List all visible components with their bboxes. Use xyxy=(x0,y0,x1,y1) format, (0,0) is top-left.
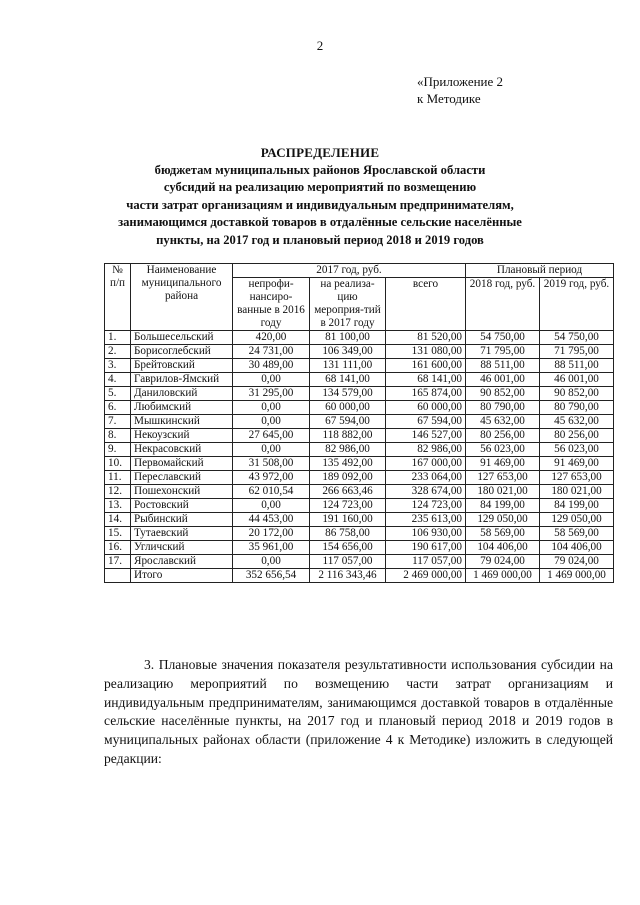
cell-n: 15. xyxy=(105,527,131,541)
cell-y18: 127 653,00 xyxy=(466,471,540,485)
table-row xyxy=(105,527,614,541)
cell-y19: 79 024,00 xyxy=(540,555,614,569)
cell-b: 135 492,00 xyxy=(310,457,386,471)
table-row xyxy=(105,331,614,345)
cell-a: 31 295,00 xyxy=(233,387,310,401)
cell-y19: 80 790,00 xyxy=(540,401,614,415)
heading-line-1: бюджетам муниципальных районов Ярославской области xyxy=(154,162,486,177)
cell-y18: 84 199,00 xyxy=(466,499,540,513)
cell-b: 154 656,00 xyxy=(310,541,386,555)
cell-t: 60 000,00 xyxy=(386,401,466,415)
cell-a: 0,00 xyxy=(233,499,310,513)
cell-name: Борисоглебский xyxy=(131,345,233,359)
cell-y18: 88 511,00 xyxy=(466,359,540,373)
cell-t: 117 057,00 xyxy=(386,555,466,569)
header-number: № п/п xyxy=(105,264,131,331)
cell-b: 86 758,00 xyxy=(310,527,386,541)
cell-y19: 104 406,00 xyxy=(540,541,614,555)
heading-line-5: пункты, на 2017 год и плановый период 2018 и 2019 годов xyxy=(156,232,484,247)
table-row xyxy=(105,471,614,485)
cell-y19: 54 750,00 xyxy=(540,331,614,345)
cell-n: 5. xyxy=(105,387,131,401)
table-row xyxy=(105,429,614,443)
paragraph-3 xyxy=(104,656,613,769)
header-activities-2017: на реализа-цию мероприя-тий в 2017 году xyxy=(310,278,386,331)
cell-n: 10. xyxy=(105,457,131,471)
cell-name: Переславский xyxy=(131,471,233,485)
cell-n: 8. xyxy=(105,429,131,443)
cell-b: 106 349,00 xyxy=(310,345,386,359)
cell-t: 190 617,00 xyxy=(386,541,466,555)
cell-y18: 80 790,00 xyxy=(466,401,540,415)
table-row xyxy=(105,513,614,527)
cell-name: Пошехонский xyxy=(131,485,233,499)
cell-y19: 91 469,00 xyxy=(540,457,614,471)
header-plan-period: Плановый период xyxy=(466,264,614,278)
cell-n: 17. xyxy=(105,555,131,569)
cell-name: Некрасовский xyxy=(131,443,233,457)
cell-y18: 129 050,00 xyxy=(466,513,540,527)
table-row xyxy=(105,387,614,401)
table-row xyxy=(105,499,614,513)
cell-name: Гаврилов-Ямский xyxy=(131,373,233,387)
cell-a: 420,00 xyxy=(233,331,310,345)
cell-n: 2. xyxy=(105,345,131,359)
heading-line-2: субсидий на реализацию мероприятий по возмещению xyxy=(163,180,477,195)
cell-b: 67 594,00 xyxy=(310,415,386,429)
header-2019: 2019 год, руб. xyxy=(540,278,614,331)
cell-a: 24 731,00 xyxy=(233,345,310,359)
cell-n: 14. xyxy=(105,513,131,527)
total-y18: 1 469 000,00 xyxy=(466,569,540,583)
cell-a: 0,00 xyxy=(233,373,310,387)
total-a: 352 656,54 xyxy=(233,569,310,583)
table-row xyxy=(105,443,614,457)
cell-b: 68 141,00 xyxy=(310,373,386,387)
appendix-line-2: к Методике xyxy=(417,91,481,106)
total-b: 2 116 343,46 xyxy=(310,569,386,583)
cell-empty xyxy=(105,569,131,583)
table-body xyxy=(105,331,614,583)
cell-y18: 80 256,00 xyxy=(466,429,540,443)
total-y19: 1 469 000,00 xyxy=(540,569,614,583)
cell-b: 124 723,00 xyxy=(310,499,386,513)
cell-y18: 104 406,00 xyxy=(466,541,540,555)
header-2017-group: 2017 год, руб. xyxy=(233,264,466,278)
cell-n: 9. xyxy=(105,443,131,457)
table-row xyxy=(105,359,614,373)
page-number: 2 xyxy=(316,38,324,53)
cell-name: Тутаевский xyxy=(131,527,233,541)
header-total: всего xyxy=(386,278,466,331)
cell-t: 167 000,00 xyxy=(386,457,466,471)
cell-b: 131 111,00 xyxy=(310,359,386,373)
cell-b: 191 160,00 xyxy=(310,513,386,527)
cell-y19: 84 199,00 xyxy=(540,499,614,513)
cell-b: 134 579,00 xyxy=(310,387,386,401)
total-name: Итого xyxy=(131,569,233,583)
cell-name: Ростовский xyxy=(131,499,233,513)
cell-b: 189 092,00 xyxy=(310,471,386,485)
cell-n: 3. xyxy=(105,359,131,373)
cell-t: 106 930,00 xyxy=(386,527,466,541)
cell-a: 0,00 xyxy=(233,555,310,569)
cell-t: 161 600,00 xyxy=(386,359,466,373)
cell-t: 82 986,00 xyxy=(386,443,466,457)
header-2018: 2018 год, руб. xyxy=(466,278,540,331)
cell-t: 131 080,00 xyxy=(386,345,466,359)
appendix-line-1: «Приложение 2 xyxy=(417,74,504,89)
header-unfunded-2016: непрофи-нансиро-ванные в 2016 году xyxy=(233,278,310,331)
cell-y19: 88 511,00 xyxy=(540,359,614,373)
cell-a: 20 172,00 xyxy=(233,527,310,541)
cell-a: 44 453,00 xyxy=(233,513,310,527)
cell-a: 30 489,00 xyxy=(233,359,310,373)
cell-b: 82 986,00 xyxy=(310,443,386,457)
cell-t: 146 527,00 xyxy=(386,429,466,443)
heading-title: РАСПРЕДЕЛЕНИЕ xyxy=(260,145,380,160)
cell-n: 6. xyxy=(105,401,131,415)
cell-y18: 45 632,00 xyxy=(466,415,540,429)
cell-y19: 45 632,00 xyxy=(540,415,614,429)
cell-b: 81 100,00 xyxy=(310,331,386,345)
cell-t: 165 874,00 xyxy=(386,387,466,401)
cell-a: 31 508,00 xyxy=(233,457,310,471)
total-row xyxy=(105,569,614,583)
cell-y18: 54 750,00 xyxy=(466,331,540,345)
cell-a: 62 010,54 xyxy=(233,485,310,499)
cell-a: 0,00 xyxy=(233,401,310,415)
cell-t: 328 674,00 xyxy=(386,485,466,499)
table-row xyxy=(105,457,614,471)
cell-y19: 46 001,00 xyxy=(540,373,614,387)
cell-y18: 58 569,00 xyxy=(466,527,540,541)
cell-y18: 91 469,00 xyxy=(466,457,540,471)
cell-t: 235 613,00 xyxy=(386,513,466,527)
cell-a: 0,00 xyxy=(233,443,310,457)
cell-name: Некоузский xyxy=(131,429,233,443)
cell-n: 11. xyxy=(105,471,131,485)
cell-y19: 71 795,00 xyxy=(540,345,614,359)
cell-y18: 46 001,00 xyxy=(466,373,540,387)
cell-name: Мышкинский xyxy=(131,415,233,429)
cell-y18: 56 023,00 xyxy=(466,443,540,457)
cell-b: 117 057,00 xyxy=(310,555,386,569)
cell-b: 60 000,00 xyxy=(310,401,386,415)
cell-a: 27 645,00 xyxy=(233,429,310,443)
cell-t: 81 520,00 xyxy=(386,331,466,345)
header-district-name: Наименование муниципального района xyxy=(131,264,233,331)
table-row xyxy=(105,373,614,387)
appendix-reference xyxy=(417,73,503,107)
cell-t: 124 723,00 xyxy=(386,499,466,513)
cell-y19: 58 569,00 xyxy=(540,527,614,541)
cell-name: Любимский xyxy=(131,401,233,415)
cell-n: 12. xyxy=(105,485,131,499)
distribution-table xyxy=(104,263,614,583)
cell-n: 16. xyxy=(105,541,131,555)
heading-line-3: части затрат организациям и индивидуальным предпринимателям, xyxy=(126,197,514,212)
cell-n: 13. xyxy=(105,499,131,513)
cell-y18: 71 795,00 xyxy=(466,345,540,359)
cell-t: 67 594,00 xyxy=(386,415,466,429)
cell-y18: 79 024,00 xyxy=(466,555,540,569)
cell-name: Первомайский xyxy=(131,457,233,471)
table-row xyxy=(105,555,614,569)
table-row xyxy=(105,401,614,415)
cell-y18: 180 021,00 xyxy=(466,485,540,499)
cell-y19: 180 021,00 xyxy=(540,485,614,499)
cell-t: 233 064,00 xyxy=(386,471,466,485)
cell-a: 35 961,00 xyxy=(233,541,310,555)
cell-y19: 80 256,00 xyxy=(540,429,614,443)
cell-n: 1. xyxy=(105,331,131,345)
table-row xyxy=(105,485,614,499)
cell-y19: 129 050,00 xyxy=(540,513,614,527)
table-row xyxy=(105,345,614,359)
cell-a: 0,00 xyxy=(233,415,310,429)
cell-y19: 127 653,00 xyxy=(540,471,614,485)
heading-line-4: занимающимся доставкой товаров в отдалённые сельские населённые xyxy=(118,215,522,230)
cell-b: 118 882,00 xyxy=(310,429,386,443)
document-heading xyxy=(90,144,550,250)
total-t: 2 469 000,00 xyxy=(386,569,466,583)
table-row xyxy=(105,415,614,429)
cell-b: 266 663,46 xyxy=(310,485,386,499)
cell-n: 4. xyxy=(105,373,131,387)
table-row xyxy=(105,541,614,555)
cell-name: Даниловский xyxy=(131,387,233,401)
cell-name: Ярославский xyxy=(131,555,233,569)
cell-name: Угличский xyxy=(131,541,233,555)
cell-y19: 56 023,00 xyxy=(540,443,614,457)
cell-a: 43 972,00 xyxy=(233,471,310,485)
cell-name: Брейтовский xyxy=(131,359,233,373)
cell-n: 7. xyxy=(105,415,131,429)
cell-y18: 90 852,00 xyxy=(466,387,540,401)
cell-name: Рыбинский xyxy=(131,513,233,527)
cell-name: Большесельский xyxy=(131,331,233,345)
cell-y19: 90 852,00 xyxy=(540,387,614,401)
paragraph-text: 3. Плановые значения показателя результативности использования субсидии на реализацию мероприятий по возмещению части затрат организациям и индивидуальным предпринимателям, занимающимся доставкой товаров в отдалённые сельские населённые пункты, на 2017 год и плановый период 2018 и 2019 годов в муниципальных районах области (приложение 4 к Методике) изложить в следующей редакции: xyxy=(104,657,613,766)
cell-t: 68 141,00 xyxy=(386,373,466,387)
